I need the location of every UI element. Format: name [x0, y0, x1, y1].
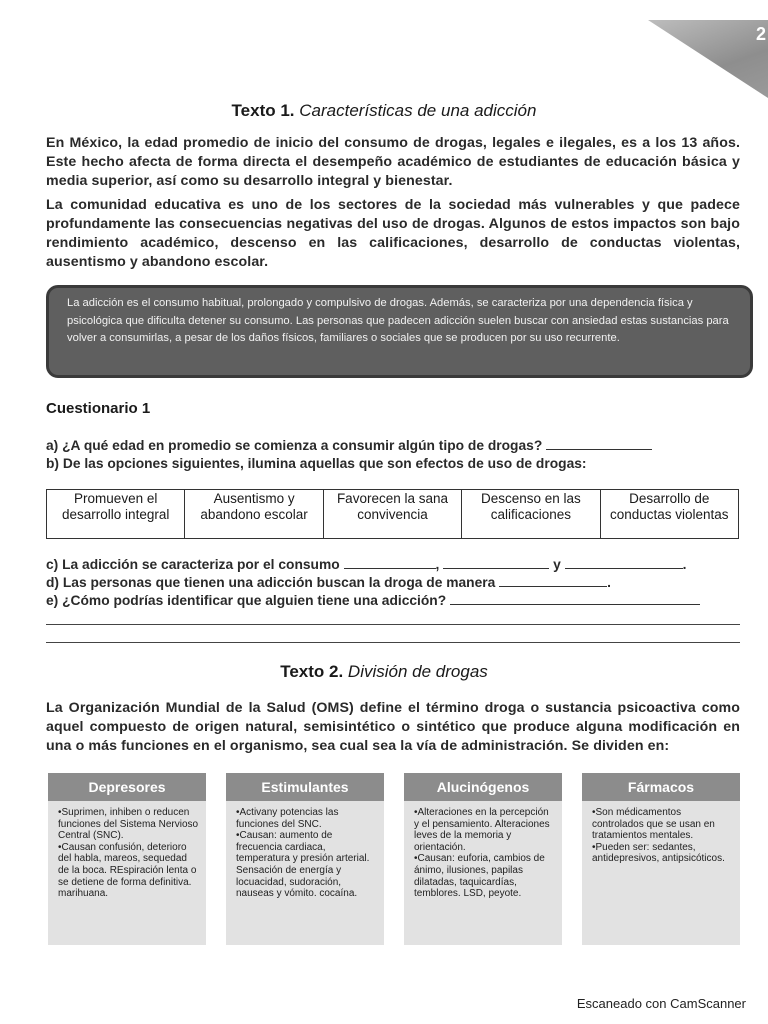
- answer-e-line[interactable]: [46, 624, 740, 625]
- answer-e-line[interactable]: [46, 642, 740, 643]
- question-d: [46, 574, 740, 592]
- category-item: •Activany potencias las funciones del SNC.: [236, 807, 339, 830]
- page-number: 2: [755, 24, 766, 44]
- category-title: Alucinógenos: [404, 773, 562, 801]
- question-e: [46, 592, 740, 610]
- question-a: [46, 437, 740, 455]
- answer-a-blank[interactable]: [546, 437, 652, 450]
- category-item: •Pueden ser: sedantes, antidepresivos, antipsicóticos.: [592, 841, 725, 865]
- scanner-watermark: Escaneado con CamScanner: [576, 996, 746, 1011]
- texto1-title: Características de una adicción: [299, 101, 537, 120]
- category-body: [48, 801, 206, 900]
- texto1-heading: [0, 101, 768, 121]
- category-card-estimulantes: [226, 773, 384, 945]
- effects-options-table: [46, 489, 739, 539]
- texto2-paragraph: La Organización Mundial de la Salud (OMS) define el término droga o sustancia psicoactiva como aquel compuesto de origen natural, semisintético o sintético que produce alguna modificación en una o más funciones en el organismo, sea cual sea la vía de administración. Se dividen en:: [46, 700, 740, 754]
- category-item: •Suprimen, inhiben o reducen funciones del Sistema Nervioso Central (SNC).: [58, 807, 199, 842]
- question-c: [46, 556, 740, 574]
- answer-e-blank[interactable]: [450, 592, 700, 605]
- question-b: b) De las opciones siguientes, ilumina aquellas que son efectos de uso de drogas:: [46, 456, 587, 471]
- category-title: Fármacos: [582, 773, 740, 801]
- question-a-text: a) ¿A qué edad en promedio se comienza a consumir algún tipo de drogas?: [46, 438, 543, 453]
- category-card-alucinogenos: [404, 773, 562, 945]
- question-c-text: c) La adicción se caracteriza por el consumo: [46, 557, 340, 572]
- option-cell[interactable]: Ausentismo y abandono escolar: [185, 490, 323, 539]
- option-cell[interactable]: Favorecen la sana convivencia: [323, 490, 461, 539]
- category-body: [226, 801, 384, 900]
- texto2-title: División de drogas: [347, 662, 488, 681]
- answer-c1-blank[interactable]: [344, 556, 436, 569]
- category-item: •Alteraciones en la percepción y el pensamiento. Alteraciones leves de la memoria y orientación.: [414, 807, 550, 853]
- question-c-sep1: ,: [435, 557, 440, 572]
- texto1-label: Texto 1.: [231, 101, 295, 120]
- answer-c3-blank[interactable]: [565, 556, 683, 569]
- texto1-paragraph-1: En México, la edad promedio de inicio del consumo de drogas, legales e ilegales, es a los 13 años. Este hecho afecta de forma directa el desempeño académico de estudiantes de educación básica y media superior, así como su desarrollo integral y bienestar.: [46, 135, 740, 189]
- category-title: Depresores: [48, 773, 206, 801]
- category-item: •Causan: aumento de frecuencia cardiaca, temperatura y presión arterial. Sensación de energía y locuacidad, sudoración, nauseas y vómito. cocaína.: [236, 830, 370, 900]
- question-d-end: .: [607, 575, 611, 590]
- category-item: •Causan: euforia, cambios de ánimo, ilusiones, papilas dilatadas, taquicardías, temblores. LSD, peyote.: [414, 853, 545, 900]
- page-corner-tab: [648, 20, 768, 98]
- category-body: [582, 801, 740, 865]
- option-cell[interactable]: Promueven el desarrollo integral: [47, 490, 185, 539]
- question-e-text: e) ¿Cómo podrías identificar que alguien tiene una adicción?: [46, 593, 447, 608]
- texto2-heading: [0, 662, 768, 682]
- question-c-sep2: y: [553, 557, 561, 572]
- answer-c2-blank[interactable]: [443, 556, 549, 569]
- cuestionario-title: Cuestionario 1: [46, 400, 151, 417]
- option-cell[interactable]: Descenso en las calificaciones: [462, 490, 600, 539]
- question-c-end: .: [682, 557, 687, 572]
- answer-d-blank[interactable]: [499, 574, 607, 587]
- category-title: Estimulantes: [226, 773, 384, 801]
- category-card-farmacos: [582, 773, 740, 945]
- texto2-label: Texto 2.: [280, 662, 344, 681]
- category-card-depresores: [48, 773, 206, 945]
- definition-box: La adicción es el consumo habitual, prolongado y compulsivo de drogas. Además, se caracteriza por una dependencia física y psicológica que dificulta detener su consumo. Las personas que padecen adicción suelen buscar con ansiedad estas sustancias para volver a consumirlas, a pesar de los daños físicos, familiares o sociales que se producen por su uso recurrente.: [46, 285, 753, 378]
- category-item: •Son médicamentos controlados que se usan en tratamientos mentales.: [592, 807, 715, 842]
- category-item: •Causan confusión, deterioro del habla, mareos, sequedad de la boca. REspiración lenta o se detiene de forma definitiva. marihuana.: [58, 841, 197, 900]
- category-body: [404, 801, 562, 900]
- option-cell[interactable]: Desarrollo de conductas violentas: [600, 490, 738, 539]
- question-d-text: d) Las personas que tienen una adicción buscan la droga de manera: [46, 575, 496, 590]
- texto1-paragraph-2: La comunidad educativa es uno de los sectores de la sociedad más vulnerables y que padece profundamente las consecuencias negativas del uso de drogas. Algunos de estos impactos son bajo rendimiento académico, descenso en las calificaciones, desarrollo de conductas violentas, ausentismo y abandono escolar.: [46, 197, 740, 270]
